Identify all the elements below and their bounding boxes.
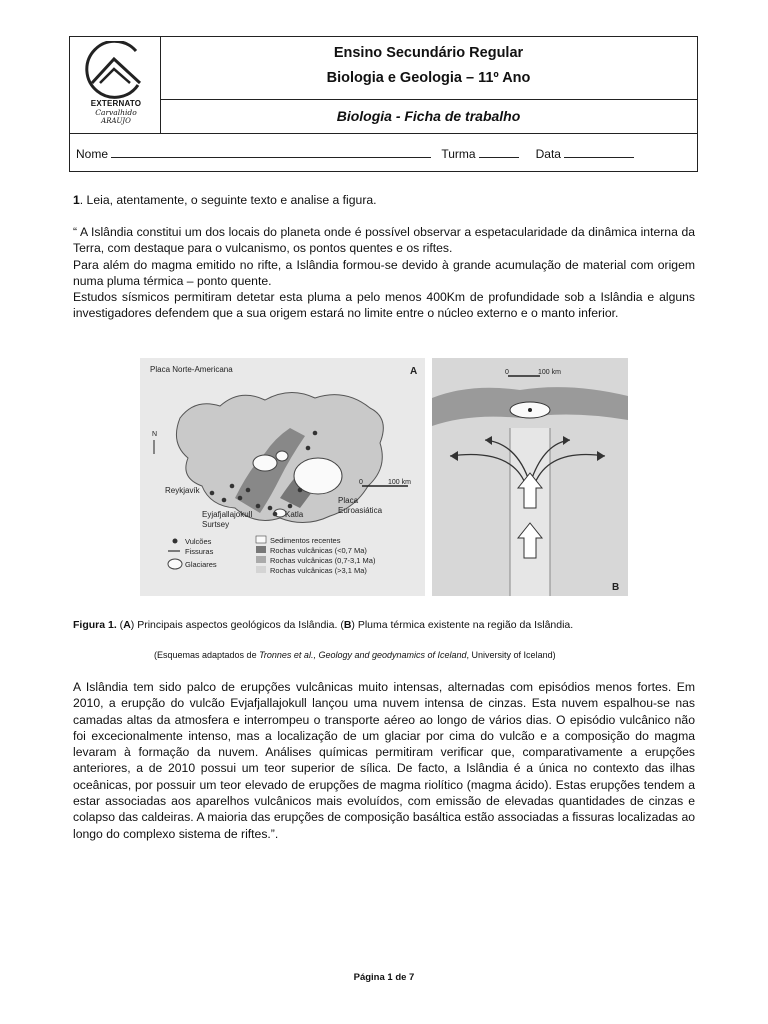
label-reykjavik: Reykjavík	[165, 486, 200, 495]
body-paragraph: A Islândia tem sido palco de erupções vulcânicas muito intensas, alternadas com episódios menos fortes. Em 2010, a erupção do vulcão Evjafjallajokull lançou uma nuvem intensa de cinzas. Esta nuvem espalhou-se nas camadas altas da atmosfera e interrompeu o transporte aéreo ao longo de vários dias. O episódio vulcânico não foi excecionalmente intenso, mas a localização de um glaciar por cima do vulcão e a composição do magma levaram à formação da nuvem. Análises químicas permitiram verificar que, comparativamente a erupções anteriores, a de 2010 possui um teor superior de sílica. De facto, a Islândia é a única no contexto das ilhas oceânicas, por possuir um teor elevado de erupções de magma riolítico (magma ácido). Estas erupções tendem a estar associadas aos aparelhos vulcânicos mais evoluídos, com emissão de elevadas quantidades de cinzas e colapso das caldeiras. A maioria das erupções de composição basáltica estão associadas a fissuras localizadas ao longo do complexo sistema de riftes.”.	[73, 680, 695, 841]
title-cell	[160, 37, 697, 100]
legend-glaciers: Glaciares	[185, 560, 217, 569]
figure-source	[154, 650, 556, 660]
legend-sed-symbol	[256, 536, 266, 543]
name-field[interactable]	[111, 146, 431, 158]
date-label: Data	[535, 147, 561, 161]
logo-text-1: EXTERNATO	[90, 99, 142, 108]
label-north: N	[152, 431, 158, 438]
legend-volcanoes: Vulcões	[185, 537, 212, 546]
student-info-row	[76, 146, 634, 161]
label-panel-b: B	[612, 582, 620, 593]
legend-rock3-symbol	[256, 566, 266, 573]
figure-caption	[73, 619, 573, 631]
label-plate-na: Placa Norte-Americana	[150, 365, 233, 374]
class-label: Turma	[441, 147, 476, 161]
label-katla: Katla	[285, 510, 304, 519]
label-eyjafjallajokull: Eyjafjallajokull	[202, 510, 253, 519]
legend-glacier-symbol	[168, 559, 182, 569]
scale-b-zero: 0	[505, 369, 509, 376]
course-title: Ensino Secundário Regular	[333, 45, 524, 61]
worksheet-title: Biologia - Ficha de trabalho	[336, 108, 521, 124]
subject-title: Biologia e Geologia – 11º Ano	[326, 70, 531, 86]
legend-rock2-symbol	[256, 556, 266, 563]
date-field[interactable]	[564, 146, 634, 158]
logo-text-3: ARAUJO	[101, 117, 131, 125]
logo-cell	[70, 37, 161, 133]
legend-volcano-symbol	[173, 539, 178, 544]
quote-text	[73, 224, 695, 322]
caption-b-letter: B	[343, 619, 352, 631]
caption-a-text: ) Principais aspectos geológicos da Islândia. (	[130, 619, 344, 631]
label-panel-a: A	[410, 366, 418, 377]
langjokull-glacier	[253, 455, 277, 471]
caption-a-open: (	[116, 619, 124, 631]
header-table	[69, 36, 698, 172]
mantle-plume	[510, 428, 550, 596]
logo-mark-icon	[78, 41, 154, 101]
legend-rock1: Rochas vulcânicas (<0,7 Ma)	[270, 546, 367, 555]
quote-paragraph-2: Para além do magma emitido no rifte, a Islândia formou-se devido à grande acumulação de material com origem numa pluma térmica – ponto quente.	[73, 257, 695, 288]
legend-fissures: Fissuras	[185, 547, 214, 556]
figure-1	[140, 358, 630, 598]
name-label: Nome	[76, 147, 109, 161]
legend-rock3: Rochas vulcânicas (>3,1 Ma)	[270, 566, 367, 575]
source-pre: (Esquemas adaptados de	[154, 650, 260, 660]
page-number: Página 1 de 7	[353, 972, 415, 983]
quote-paragraph-1: “ A Islândia constitui um dos locais do planeta onde é possível observar a espetacularidade da dinâmica interna da Terra, com destaque para o vulcanismo, os pontos quentes e os riftes.	[73, 225, 695, 256]
school-logo	[78, 41, 154, 129]
quote-paragraph-3: Estudos sísmicos permitiram detetar esta pluma a pelo menos 400Km de profundidade sob a Islândia e alguns investigadores defendem que a sua origem estará no limite entre o núcleo externo e o manto inferior.	[73, 290, 695, 321]
label-plate-eu-1: Placa	[338, 496, 359, 505]
question-1	[73, 192, 695, 208]
class-field[interactable]	[479, 146, 519, 158]
source-post: , University of Iceland)	[466, 650, 556, 660]
question-number: 1	[73, 193, 80, 207]
legend-sediments: Sedimentos recentes	[270, 536, 341, 545]
header-divider	[70, 133, 697, 134]
question-instruction: . Leia, atentamente, o seguinte texto e analise a figura.	[79, 193, 377, 207]
body-text	[73, 679, 695, 842]
label-plate-eu-2: Euroasiática	[338, 506, 383, 515]
caption-a-letter: A	[123, 619, 131, 631]
logo-text-2: Carvalhido	[95, 108, 137, 117]
hofsjokull-glacier	[276, 451, 288, 461]
scale-a-100: 100 km	[388, 479, 411, 486]
scale-b-100: 100 km	[538, 369, 561, 376]
legend-rock1-symbol	[256, 546, 266, 553]
hotspot-center	[528, 408, 532, 412]
source-italic: Tronnes et al., Geology and geodynamics of Iceland	[259, 650, 467, 660]
caption-fig-label: Figura 1.	[73, 619, 117, 631]
worksheet-cell	[160, 99, 697, 134]
label-surtsey: Surtsey	[202, 520, 230, 529]
legend-rock2: Rochas vulcânicas (0,7-3,1 Ma)	[270, 556, 376, 565]
scale-a-zero: 0	[359, 479, 363, 486]
caption-b-text: ) Pluma térmica existente na região da Islândia.	[351, 619, 574, 631]
